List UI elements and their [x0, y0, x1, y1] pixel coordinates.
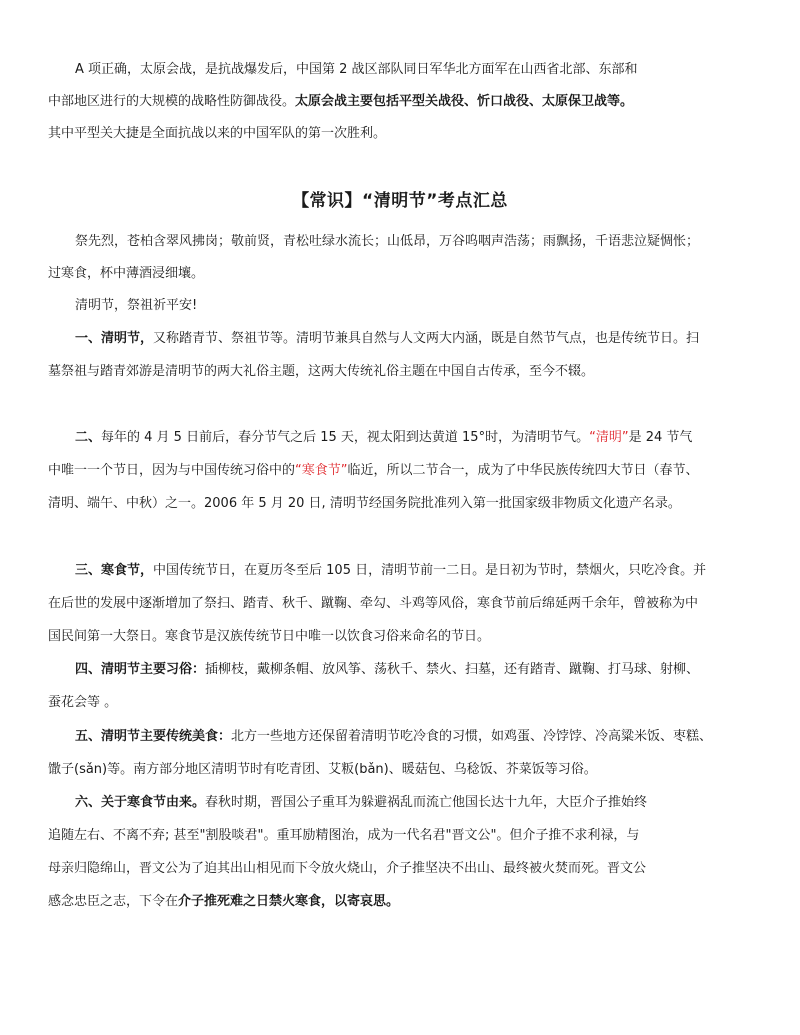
s1-line-2 — [48, 362, 594, 382]
s1-text-2: 墓祭祖与踏青郊游是清明节的两大礼俗主题，这两大传统礼俗主题在中国自古传承，至今不辍。 — [48, 364, 595, 379]
s3-heading: 三、寒食节， — [75, 563, 154, 578]
intro-line-1 — [75, 60, 638, 80]
intro-text-3: 其中平型关大捷是全面抗战以来的中国军队的第一次胜利。 — [48, 126, 387, 141]
s6-text-1: 春秋时期，晋国公子重耳为躲避祸乱而流亡他国长达十九年，大臣介子推始终 — [205, 795, 648, 810]
section-title: 【常识】“清明节”考点汇总 — [292, 191, 508, 211]
s5-heading: 五、清明节主要传统美食： — [75, 729, 232, 744]
poem-line-2 — [48, 264, 204, 284]
s2-text-2b: 临近，所以二节合一，成为了中华民族传统四大节日（春节、 — [347, 463, 699, 478]
s2-line-3 — [48, 494, 681, 514]
poem-text-1: 祭先烈，苍柏含翠风拂岗；敬前贤，青松吐绿水流长；山低昂，万谷呜咽声浩荡；雨飘扬，千语悲泣疑惆怅； — [75, 234, 700, 249]
s5-line-1 — [75, 727, 712, 747]
s6-text-2: 追随左右、不离不弃; 甚至"割股啖君"。重耳励精图治，成为一代名君"晋文公"。但介子推不求利禄，与 — [48, 828, 640, 843]
intro-text-1: A 项正确，太原会战，是抗战爆发后，中国第 2 战区部队同日军华北方面军在山西省北部、东部和 — [75, 62, 638, 77]
poem-text-3: 清明节，祭祖祈平安! — [75, 298, 198, 313]
poem-line-1 — [75, 232, 699, 252]
s2-line-2 — [48, 461, 699, 481]
s2-line-1 — [75, 428, 692, 448]
s2-text-1a: 每年的 4 月 5 日前后，春分节气之后 15 天，视太阳到达黄道 15°时，为清明节气。 — [101, 430, 590, 445]
s5-text-2: 馓子(sǎn)等。南方部分地区清明节时有吃青团、艾粄(bǎn)、暖菇包、乌稔饭、芥菜饭等习俗。 — [48, 762, 597, 777]
s6-line-2 — [48, 826, 639, 846]
s2-qingming-highlight: “清明” — [589, 430, 629, 445]
s2-text-2a: 中唯一一个节日，因为与中国传统习俗中的 — [48, 463, 296, 478]
s3-text-3: 国民间第一大祭日。寒食节是汉族传统节日中唯一以饮食习俗来命名的节日。 — [48, 629, 491, 644]
poem-line-3 — [75, 296, 197, 316]
s4-text-2: 蚕花会等 。 — [48, 695, 118, 710]
s4-text-1: 插柳枝，戴柳条帽、放风筝、荡秋千、禁火、扫墓，还有踏青、蹴鞠、打马球、射柳、 — [205, 662, 700, 677]
intro-text-2b-bold: 太原会战主要包括平型关战役、忻口战役、太原保卫战等。 — [295, 94, 634, 109]
s6-line-3 — [48, 859, 646, 879]
s3-line-1 — [75, 561, 706, 581]
s4-heading: 四、清明节主要习俗： — [75, 662, 206, 677]
s6-line-1 — [75, 793, 647, 813]
s1-text-1: 又称踏青节、祭祖节等。清明节兼具自然与人文两大内涵，既是自然节气点，也是传统节日。扫 — [153, 331, 700, 346]
s3-line-3 — [48, 627, 490, 647]
s6-line-4 — [48, 892, 399, 912]
s3-text-1: 中国传统节日，在夏历冬至后 105 日，清明节前一二日。是日初为节时，禁烟火，只吃冷食。并 — [153, 563, 707, 578]
s2-hanshi-highlight: “寒食节” — [295, 463, 348, 478]
intro-line-3 — [48, 124, 386, 144]
s5-line-2 — [48, 760, 597, 780]
poem-text-2: 过寒食，杯中薄酒浸细壤。 — [48, 266, 205, 281]
s2-text-1b: 是 24 节气 — [628, 430, 693, 445]
s2-text-3: 清明、端午、中秋）之一。2006 年 5 月 20 日, 清明节经国务院批准列入第一批国家级非物质文化遗产名录。 — [48, 496, 681, 511]
s5-text-1: 北方一些地方还保留着清明节吃冷食的习惯，如鸡蛋、冷饽饽、冷高粱米饭、枣糕、 — [231, 729, 713, 744]
intro-text-2a: 中部地区进行的大规模的战略性防御战役。 — [48, 94, 296, 109]
s1-line-1 — [75, 329, 699, 349]
s3-text-2: 在后世的发展中逐渐增加了祭扫、踏青、秋千、蹴鞠、牵勾、斗鸡等风俗，寒食节前后绵延两千余年，曾被称为中 — [48, 596, 699, 611]
s6-text-4b-bold: 介子推死难之日禁火寒食，以寄哀思。 — [178, 894, 400, 909]
s6-text-3: 母亲归隐绵山，晋文公为了迫其出山相见而下令放火烧山，介子推坚决不出山、最终被火焚而死。晋文公 — [48, 861, 647, 876]
s1-heading: 一、清明节， — [75, 331, 154, 346]
s6-heading: 六、关于寒食节由来。 — [75, 795, 206, 810]
intro-line-2 — [48, 92, 633, 112]
s4-line-1 — [75, 660, 699, 680]
s4-line-2 — [48, 693, 117, 713]
s3-line-2 — [48, 594, 698, 614]
s2-heading: 二、 — [75, 430, 102, 445]
s6-text-4a: 感念忠臣之志，下令在 — [48, 894, 179, 909]
